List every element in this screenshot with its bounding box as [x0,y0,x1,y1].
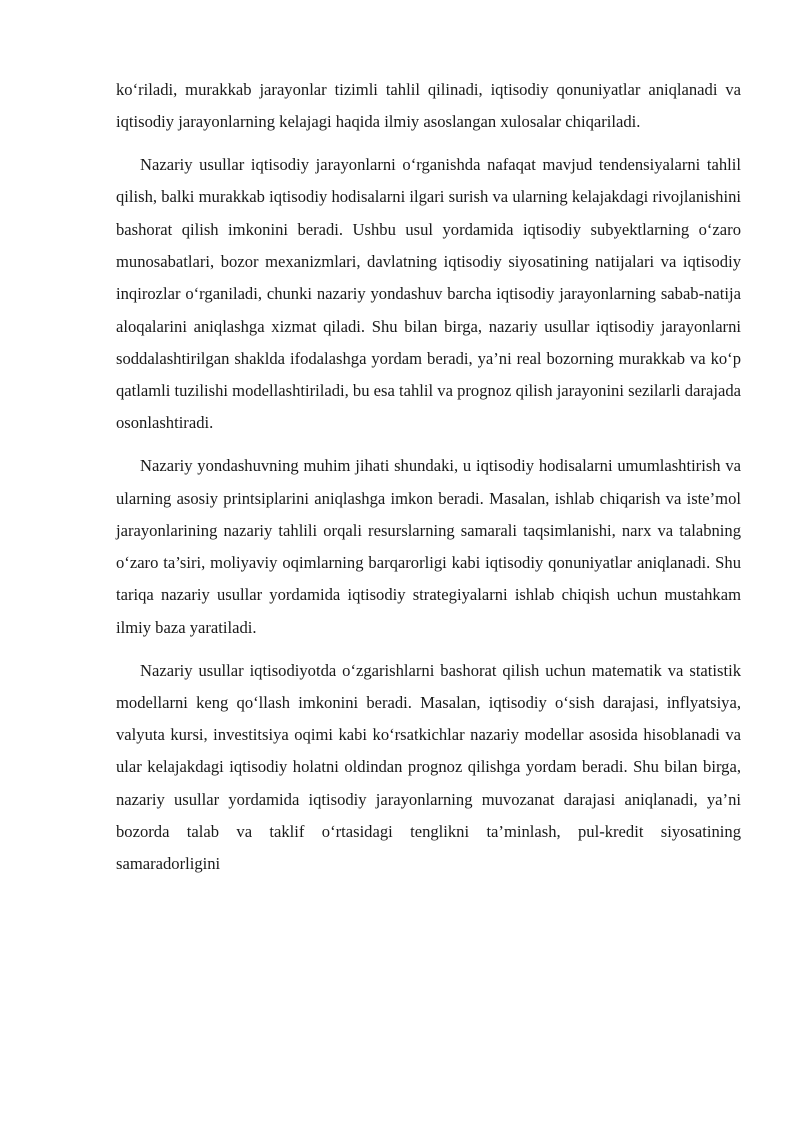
document-body [116,74,741,891]
paragraph-continued: ko‘riladi, murakkab jarayonlar tizimli tahlil qilinadi, iqtisodiy qonuniyatlar aniqlanadi va iqtisodiy jarayonlarning kelajagi haqida ilmiy asoslangan xulosalar chiqariladi. [116,80,741,132]
paragraph: Nazariy usullar iqtisodiy jarayonlarni o‘rganishda nafaqat mavjud tendensiyalarni tahlil qilish, balki murakkab iqtisodiy hodisalarni ilgari surish va ularning kelajakdagi rivojlanishini bashorat qilish imkonini beradi. Ushbu usul yordamida iqtisodiy subyektlarning o‘zaro munosabatlari, bozor mexanizmlari, davlatning iqtisodiy siyosatining natijalari va iqtisodiy inqirozlar o‘rganiladi, chunki nazariy yondashuv barcha iqtisodiy jarayonlarning sabab-natija aloqalarini aniqlashga xizmat qiladi. Shu bilan birga, nazariy usullar iqtisodiy jarayonlarni soddalashtirilgan shaklda ifodalashga yordam beradi, ya’ni real bozorning murakkab va ko‘p qatlamli tuzilishi modellashtiriladi, bu esa tahlil va prognoz qilish jarayonini sezilarli darajada osonlashtiradi. [116,155,741,433]
paragraph: Nazariy usullar iqtisodiyotda o‘zgarishlarni bashorat qilish uchun matematik va statistik modellarni keng qo‘llash imkonini beradi. Masalan, iqtisodiy o‘sish darajasi, inflyatsiya, valyuta kursi, investitsiya oqimi kabi ko‘rsatkichlar nazariy modellar asosida hisoblanadi va ular kelajakdagi iqtisodiy holatni oldindan prognoz qilishga yordam beradi. Shu bilan birga, nazariy usullar yordamida iqtisodiy jarayonlarning muvozanat darajasi aniqlanadi, ya’ni bozorda talab va taklif o‘rtasidagi tenglikni ta’minlash, pul-kredit siyosatining samaradorligini [116,660,741,874]
paragraph: Nazariy yondashuvning muhim jihati shundaki, u iqtisodiy hodisalarni umumlashtirish va ularning asosiy printsiplarini aniqlashga imkon beradi. Masalan, ishlab chiqarish va iste’mol jarayonlarining nazariy tahlili orqali resurslarning samarali taqsimlanishi, narx va talabning o‘zaro ta’siri, moliyaviy oqimlarning barqarorligi kabi iqtisodiy qonuniyatlar aniqlanadi. Shu tariqa nazariy usullar yordamida iqtisodiy strategiyalarni ishlab chiqish uchun mustahkam ilmiy baza yaratiladi. [116,456,741,637]
